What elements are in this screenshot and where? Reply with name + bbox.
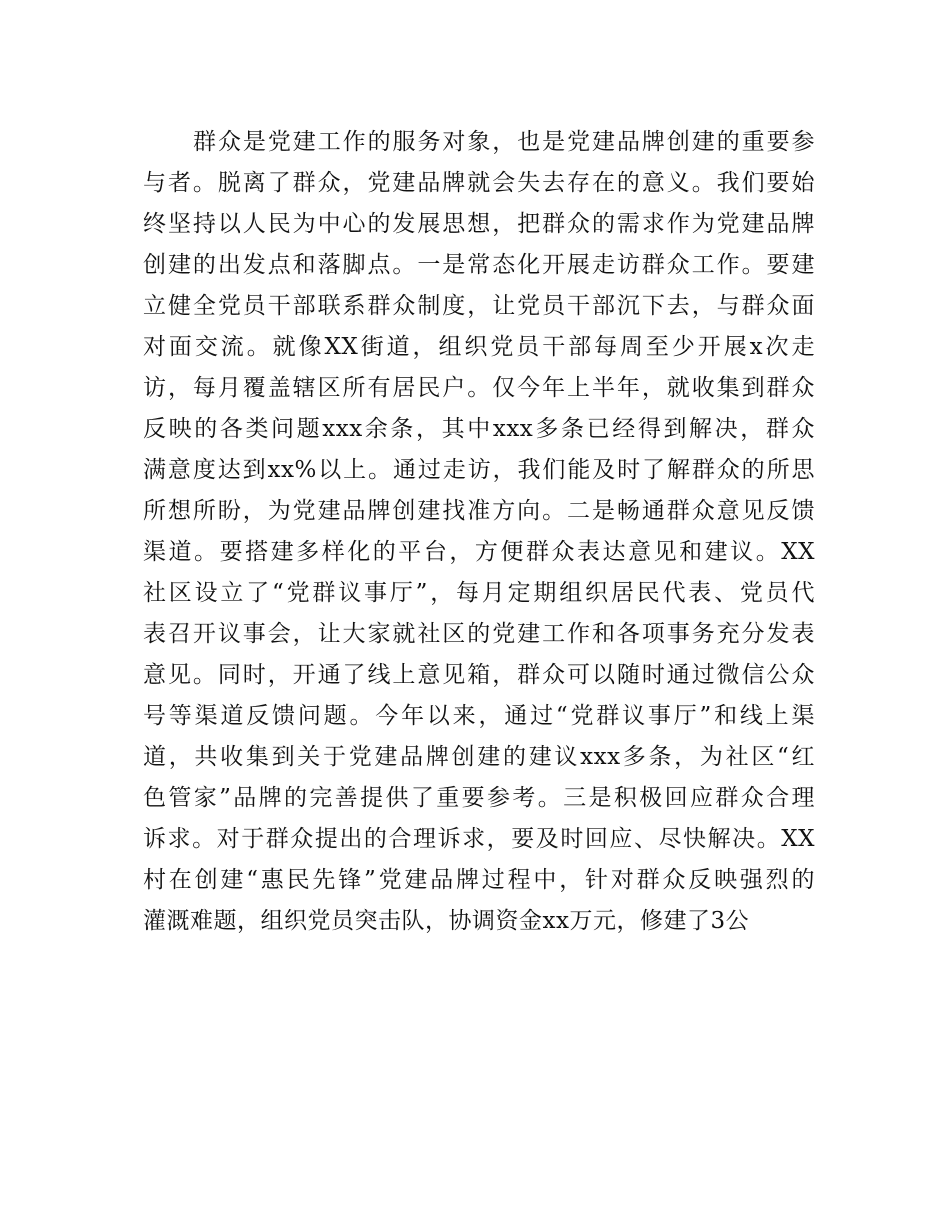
text-line: 道，共收集到关于党建品牌创建的建议xxx多条，为社区“红: [143, 744, 815, 770]
text-line: 访，每月覆盖辖区所有居民户。仅今年上半年，就收集到群众: [143, 375, 815, 401]
text-line: 村在创建“惠民先锋”党建品牌过程中，针对群众反映强烈的: [143, 867, 815, 893]
text-line: 满意度达到xx%以上。通过走访，我们能及时了解群众的所思: [143, 457, 815, 483]
text-line: 社区设立了“党群议事厅”，每月定期组织居民代表、党员代: [143, 580, 815, 606]
text-line: 对面交流。就像XX街道，组织党员干部每周至少开展x次走: [143, 334, 815, 360]
text-line: 意见。同时，开通了线上意见箱，群众可以随时通过微信公众: [143, 662, 815, 688]
text-line: 灌溉难题，组织党员突击队，协调资金xx万元，修建了3公: [143, 908, 750, 934]
text-line: 表召开议事会，让大家就社区的党建工作和各项事务充分发表: [143, 621, 815, 647]
text-line: 群众是党建工作的服务对象，也是党建品牌创建的重要参: [193, 129, 815, 155]
text-line: 反映的各类问题xxx余条，其中xxx多条已经得到解决，群众: [143, 416, 815, 442]
text-line: 色管家”品牌的完善提供了重要参考。三是积极回应群众合理: [143, 785, 815, 811]
text-line: 所想所盼，为党建品牌创建找准方向。二是畅通群众意见反馈: [143, 498, 815, 524]
text-line: 与者。脱离了群众，党建品牌就会失去存在的意义。我们要始: [143, 170, 815, 196]
text-line: 号等渠道反馈问题。今年以来，通过“党群议事厅”和线上渠: [143, 703, 815, 729]
text-line: 渠道。要搭建多样化的平台，方便群众表达意见和建议。XX: [143, 539, 815, 565]
text-line: 诉求。对于群众提出的合理诉求，要及时回应、尽快解决。XX: [143, 826, 815, 852]
text-line: 立健全党员干部联系群众制度，让党员干部沉下去，与群众面: [143, 293, 815, 319]
text-line: 创建的出发点和落脚点。一是常态化开展走访群众工作。要建: [143, 252, 815, 278]
body-paragraph: [143, 122, 815, 942]
text-line: 终坚持以人民为中心的发展思想，把群众的需求作为党建品牌: [143, 211, 815, 237]
